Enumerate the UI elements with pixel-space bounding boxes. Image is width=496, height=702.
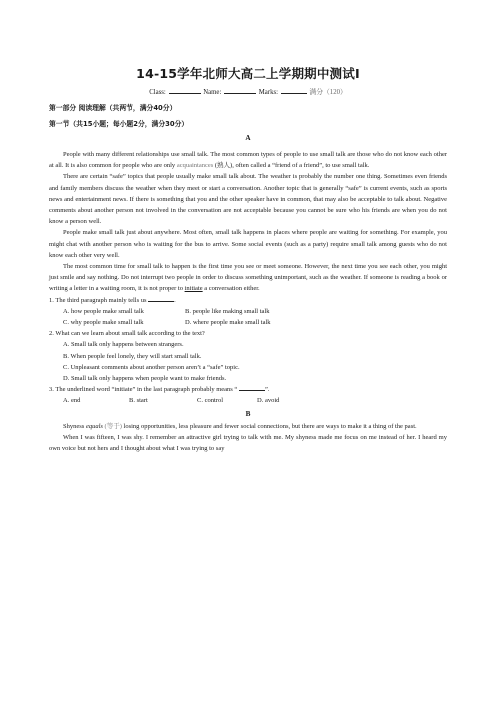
answer-blank <box>148 295 174 302</box>
underlined-word: initiate <box>184 285 203 293</box>
passage-a-letter: A <box>245 134 251 142</box>
option: C. control <box>197 397 223 405</box>
class-blank <box>169 86 201 94</box>
option: D. Small talk only happens when people want to make friends. <box>63 375 227 383</box>
part-heading: 第一部分 阅读理解（共两节，满分40分） <box>49 104 177 112</box>
question-3-options <box>49 395 447 406</box>
option: A. Small talk only happens between strangers. <box>63 341 184 349</box>
option: B. When people feel lonely, they will start small talk. <box>63 352 202 360</box>
name-blank <box>224 86 256 94</box>
passage-content <box>49 149 447 454</box>
passage-a-paragraph-3: People make small talk just about anywhere. Most often, small talk happens in places where people are waiting for something. For example, you might chat with another person who is waiting for the bus to arrive. Some social events (such as a party) require small talk among guests who do not know each other very well. <box>49 229 447 259</box>
passage-b-paragraph-1: Shyness equals (等于) losing opportunities, less pleasure and fewer social connections, but there are ways to make it a thing of the past. <box>63 422 417 430</box>
passage-a-paragraph-4: The most common time for small talk to happen is the first time you see or meet someone. However, the next time you see each other, you might just smile and say nothing. Do not interrupt two people in order to discuss something unimportant, such as the weather. If someone is reading a book or writing a letter in a waiting room, it is not proper to initiate a conversation either. <box>49 263 447 293</box>
question-2: 2. What can we learn about small talk according to the text? <box>49 330 205 338</box>
passage-b-paragraph-2: When I was fifteen, I was shy. I remember an attractive girl trying to talk with me. My shyness made me focus on me instead of her. I heard my own voice but not hers and I thought about what I was trying to say <box>49 434 447 453</box>
score-label: 满分（120） <box>309 89 347 96</box>
marks-label: Marks: <box>258 89 279 96</box>
option: C. Unpleasant comments about another person aren’t a “safe” topic. <box>63 363 240 371</box>
option: A. end <box>63 397 81 405</box>
question-3: 3. The underlined word “initiate” in the last paragraph probably means “ ”. <box>49 386 270 394</box>
option: C. why people make small talk <box>63 319 144 327</box>
option: B. people like making small talk <box>185 307 270 315</box>
question-1: 1. The third paragraph mainly tells us . <box>49 296 176 304</box>
answer-blank <box>239 384 265 391</box>
question-1-options-row-1 <box>49 306 447 317</box>
gloss-word: equals <box>85 422 103 430</box>
option: B. start <box>129 397 148 405</box>
passage-a-paragraph-2: There are certain “safe” topics that people usually make small talk about. The weather is probably the number one thing. Sometimes even friends and family members discuss the weather when they meet or start a conversation. Another topic that is generally “safe” is current events, such as sports news and entertainment news. If there is something that you and the other speaker have in common, that may also be acceptable to talk about. Negative comments about another person not involved in the conversation are not acceptable because you cannot be sure who his friends are when you do not know a person well. <box>49 173 447 226</box>
marks-blank <box>281 86 307 94</box>
section-heading: 第一节（共15小题；每小题2分，满分30分） <box>49 120 189 128</box>
class-label: Class: <box>149 89 166 96</box>
gloss-word: acquaintances <box>176 162 214 170</box>
question-1-options-row-2 <box>49 317 447 328</box>
option: D. where people make small talk <box>185 319 271 327</box>
passage-a-paragraph-1: People with many different relationships use small talk. The most common types of people to use small talk are those who do not know each other at all. It is also common for people who are only acquaintances (熟人), often called a “friend of a friend”, to use small talk. <box>49 151 447 170</box>
option: A. how people make small talk <box>63 307 144 315</box>
passage-b-letter: B <box>245 409 251 418</box>
student-info-line <box>0 86 496 96</box>
name-label: Name: <box>203 89 222 96</box>
page-title: 14-15学年北师大高二上学期期中测试Ⅰ <box>136 66 360 81</box>
option: D. avoid <box>257 397 280 405</box>
